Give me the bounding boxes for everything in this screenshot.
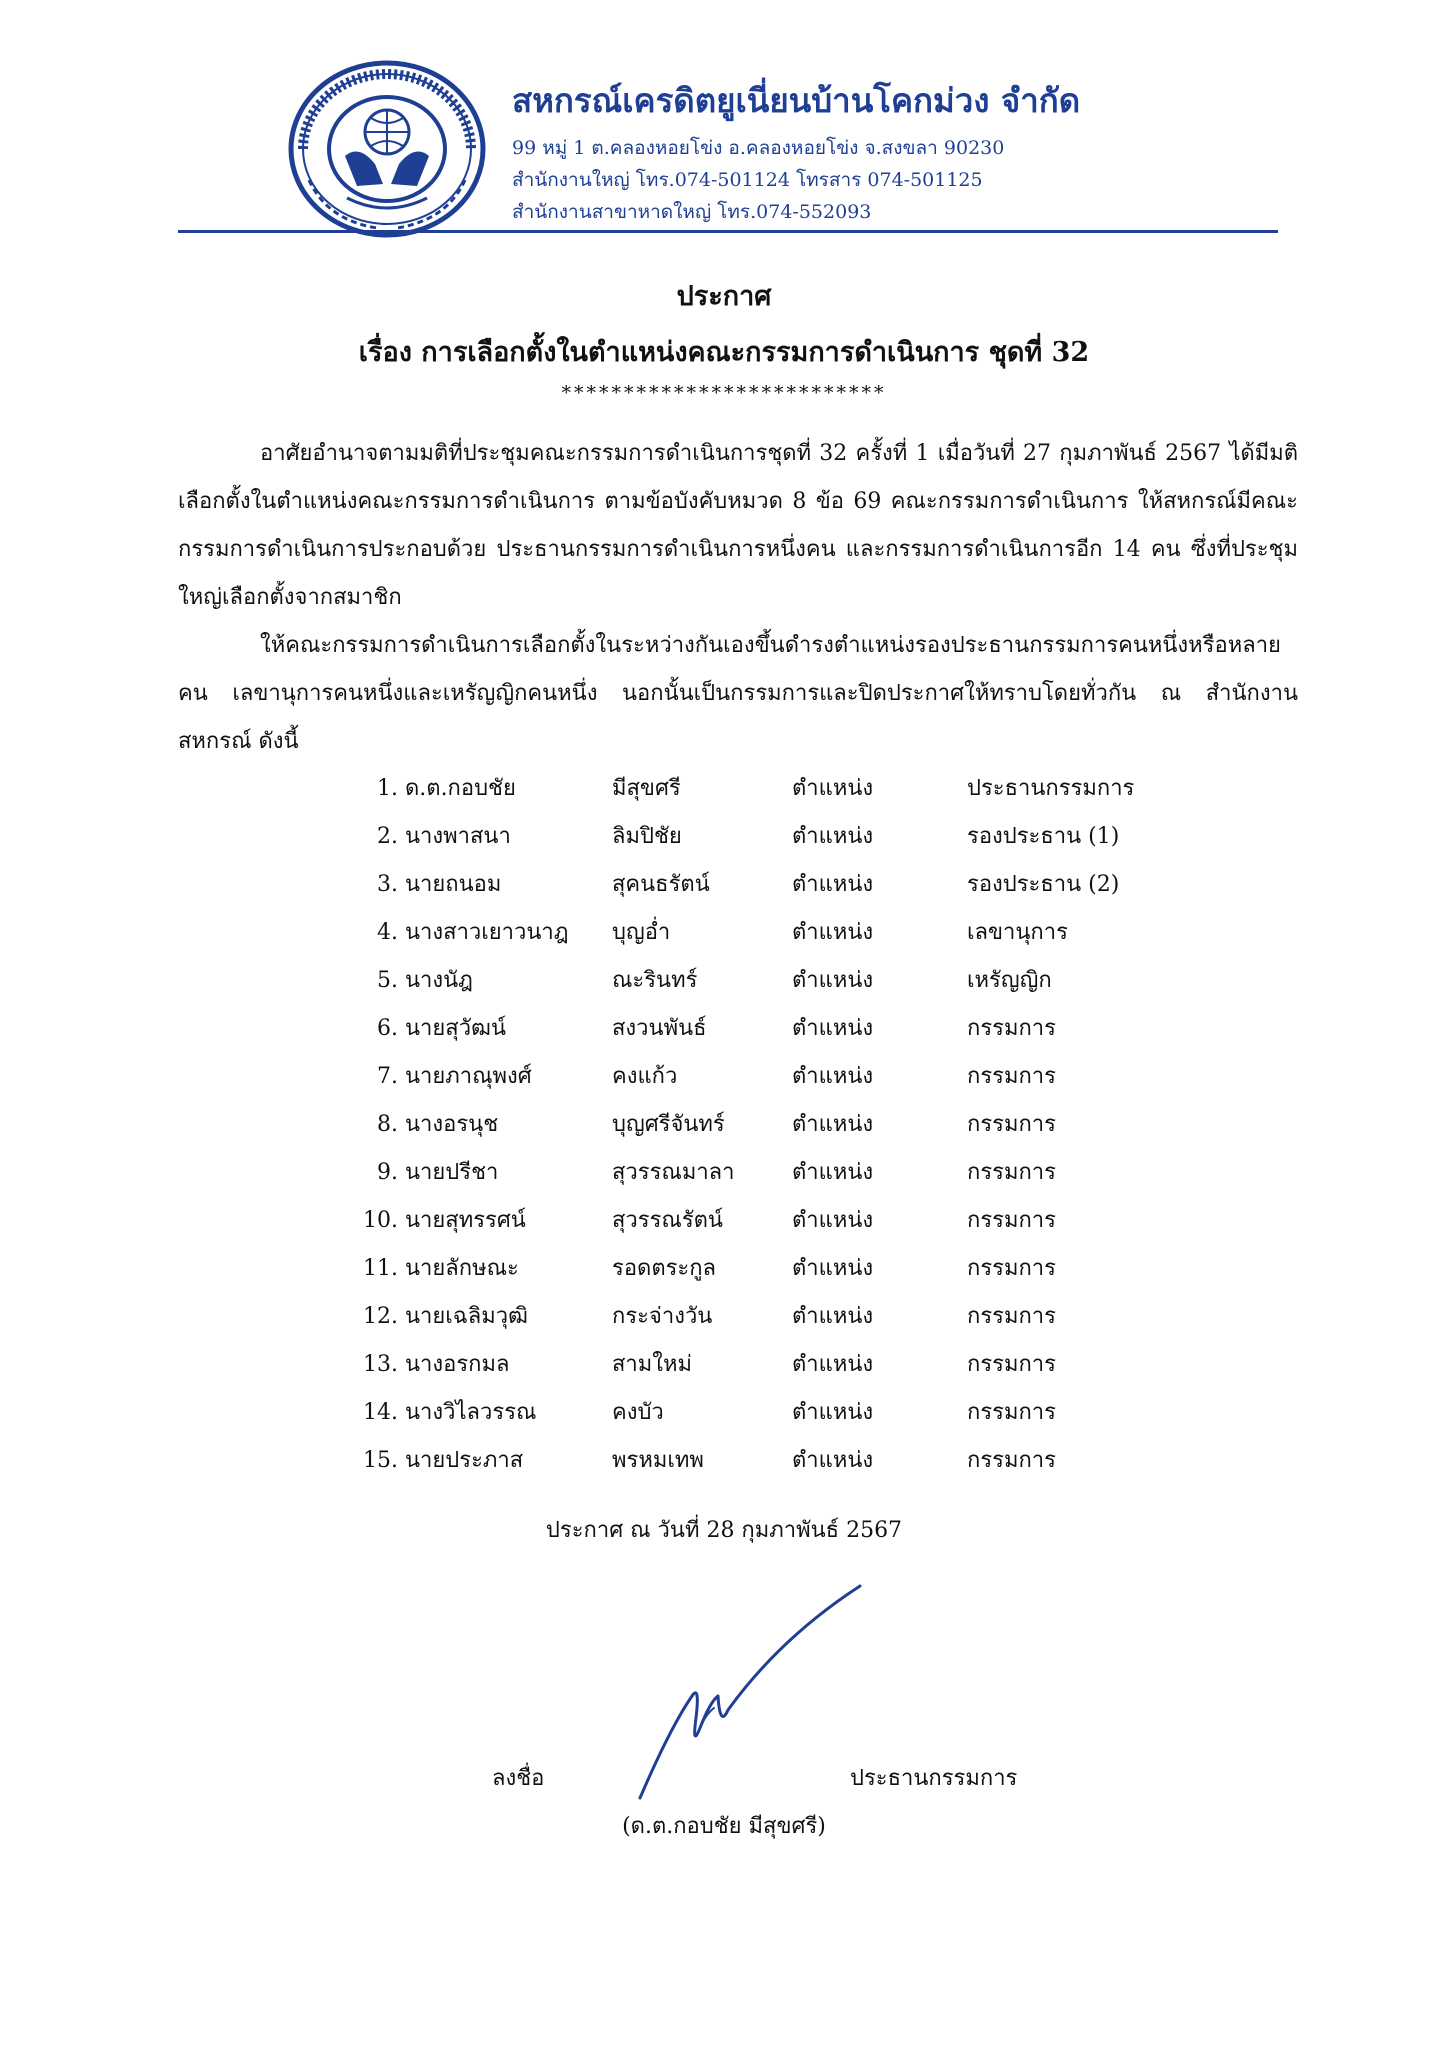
member-last-name: มีสุขศรี bbox=[612, 776, 681, 801]
organization-name: สหกรณ์เครดิตยูเนี่ยนบ้านโคกม่วง จำกัด bbox=[512, 81, 1081, 120]
body-paragraph-1: อาศัยอำนาจตามมติที่ประชุมคณะกรรมการดำเนินการชุดที่ 32 ครั้งที่ 1 เมื่อวันที่ 27 กุมภาพันธ์ 2567 ได้มีมติเลือกตั้งในตำแหน่งคณะกรรมการดำเนินการ ตามข้อบังคับหมวด 8 ข้อ 69 คณะกรรมการดำเนินการ ให้สหกรณ์มีคณะกรรมการดำเนินการประกอบด้วย ประธานกรรมการดำเนินการหนึ่งคน และกรรมการดำเนินการอีก 14 คน ซึ่งที่ประชุมใหญ่เลือกตั้งจากสมาชิก bbox=[178, 441, 1298, 610]
member-role: กรรมการ bbox=[967, 1400, 1056, 1425]
member-number: 9. bbox=[377, 1160, 398, 1185]
member-number: 13. bbox=[363, 1352, 398, 1377]
member-last-name: บุญศรีจันทร์ bbox=[612, 1112, 725, 1137]
member-number: 5. bbox=[377, 968, 398, 993]
handwritten-signature bbox=[630, 1578, 870, 1808]
position-label: ตำแหน่ง bbox=[792, 1448, 874, 1473]
member-role: กรรมการ bbox=[967, 1256, 1056, 1281]
member-first-name: นางวิไลวรรณ bbox=[405, 1400, 537, 1425]
member-first-name: ด.ต.กอบชัย bbox=[405, 776, 516, 801]
member-last-name: พรหมเทพ bbox=[612, 1448, 704, 1473]
position-label: ตำแหน่ง bbox=[792, 1352, 874, 1377]
member-number: 3. bbox=[377, 872, 398, 897]
position-label: ตำแหน่ง bbox=[792, 1400, 874, 1425]
header-divider bbox=[178, 230, 1278, 233]
member-role: กรรมการ bbox=[967, 1352, 1056, 1377]
member-last-name: สุวรรณมาลา bbox=[612, 1160, 735, 1185]
member-number: 1. bbox=[377, 776, 398, 801]
position-label: ตำแหน่ง bbox=[792, 968, 874, 993]
member-number: 12. bbox=[363, 1304, 398, 1329]
separator: ************************** bbox=[561, 382, 887, 404]
member-role: ประธานกรรมการ bbox=[967, 776, 1135, 801]
member-role: เลขานุการ bbox=[967, 920, 1068, 945]
announcement-title: ประกาศ bbox=[676, 281, 772, 312]
member-first-name: นายประภาส bbox=[405, 1448, 524, 1473]
body-paragraph-2: ให้คณะกรรมการดำเนินการเลือกตั้งในระหว่างกันเองขึ้นดำรงตำแหน่งรองประธานกรรมการคนหนึ่งหรือหลายคน เลขานุการคนหนึ่งและเหรัญญิกคนหนึ่ง นอกนั้นเป็นกรรมการและปิดประกาศให้ทราบโดยทั่วกัน ณ สำนักงานสหกรณ์ ดังนี้ bbox=[178, 633, 1298, 754]
member-role: รองประธาน (1) bbox=[967, 824, 1120, 849]
member-first-name: นายสุวัฒน์ bbox=[405, 1016, 506, 1041]
organization-address: 99 หมู่ 1 ต.คลองหอยโข่ง อ.คลองหอยโข่ง จ.สงขลา 90230 bbox=[512, 137, 1005, 159]
member-first-name: นายภาณุพงศ์ bbox=[405, 1064, 532, 1089]
member-number: 7. bbox=[377, 1064, 398, 1089]
position-label: ตำแหน่ง bbox=[792, 1112, 874, 1137]
member-last-name: สงวนพันธ์ bbox=[612, 1016, 707, 1041]
member-role: รองประธาน (2) bbox=[967, 872, 1120, 897]
member-last-name: ลิมปิชัย bbox=[612, 824, 682, 849]
signer-title: ประธานกรรมการ bbox=[850, 1766, 1018, 1791]
position-label: ตำแหน่ง bbox=[792, 1208, 874, 1233]
member-last-name: สามใหม่ bbox=[612, 1352, 693, 1377]
member-role: กรรมการ bbox=[967, 1448, 1056, 1473]
position-label: ตำแหน่ง bbox=[792, 776, 874, 801]
position-label: ตำแหน่ง bbox=[792, 1064, 874, 1089]
member-first-name: นายสุทรรศน์ bbox=[405, 1208, 526, 1233]
member-last-name: ณะรินทร์ bbox=[612, 968, 698, 993]
member-number: 6. bbox=[377, 1016, 398, 1041]
position-label: ตำแหน่ง bbox=[792, 1160, 874, 1185]
member-number: 4. bbox=[377, 920, 398, 945]
member-first-name: นายปรีชา bbox=[405, 1160, 499, 1185]
member-first-name: นางอรกมล bbox=[405, 1352, 510, 1377]
member-role: กรรมการ bbox=[967, 1016, 1056, 1041]
member-last-name: กระจ่างวัน bbox=[612, 1304, 713, 1329]
position-label: ตำแหน่ง bbox=[792, 1016, 874, 1041]
sign-label: ลงชื่อ bbox=[492, 1766, 545, 1791]
cooperative-seal-logo bbox=[287, 60, 487, 238]
announcement-subject: เรื่อง การเลือกตั้งในตำแหน่งคณะกรรมการดำเนินการ ชุดที่ 32 bbox=[358, 337, 1090, 368]
position-label: ตำแหน่ง bbox=[792, 824, 874, 849]
member-role: กรรมการ bbox=[967, 1112, 1056, 1137]
position-label: ตำแหน่ง bbox=[792, 1256, 874, 1281]
member-last-name: คงบัว bbox=[612, 1400, 664, 1425]
member-role: กรรมการ bbox=[967, 1208, 1056, 1233]
member-role: เหรัญญิก bbox=[967, 968, 1052, 993]
member-first-name: นางสาวเยาวนาฎ bbox=[405, 920, 569, 945]
member-role: กรรมการ bbox=[967, 1160, 1056, 1185]
member-number: 15. bbox=[363, 1448, 398, 1473]
announcement-date: ประกาศ ณ วันที่ 28 กุมภาพันธ์ 2567 bbox=[545, 1518, 903, 1543]
member-number: 14. bbox=[363, 1400, 398, 1425]
member-first-name: นายลักษณะ bbox=[405, 1256, 519, 1281]
member-first-name: นายเฉลิมวุฒิ bbox=[405, 1304, 528, 1329]
member-number: 2. bbox=[377, 824, 398, 849]
signer-name: (ด.ต.กอบชัย มีสุขศรี) bbox=[622, 1814, 826, 1839]
member-first-name: นางนัฎ bbox=[405, 968, 473, 993]
position-label: ตำแหน่ง bbox=[792, 872, 874, 897]
member-number: 10. bbox=[363, 1208, 398, 1233]
member-first-name: นายถนอม bbox=[405, 872, 502, 897]
member-number: 8. bbox=[377, 1112, 398, 1137]
branch-office-contact: สำนักงานสาขาหาดใหญ่ โทร.074-552093 bbox=[512, 201, 872, 223]
member-first-name: นางพาสนา bbox=[405, 824, 511, 849]
member-role: กรรมการ bbox=[967, 1064, 1056, 1089]
member-number: 11. bbox=[363, 1256, 398, 1281]
member-last-name: รอดตระกูล bbox=[612, 1256, 717, 1281]
member-last-name: คงแก้ว bbox=[612, 1064, 678, 1089]
member-last-name: สุคนธรัตน์ bbox=[612, 872, 710, 897]
member-role: กรรมการ bbox=[967, 1304, 1056, 1329]
member-last-name: สุวรรณรัตน์ bbox=[612, 1208, 723, 1233]
head-office-contact: สำนักงานใหญ่ โทร.074-501124 โทรสาร 074-501125 bbox=[512, 169, 983, 191]
member-last-name: บุญอ่ำ bbox=[612, 920, 671, 945]
position-label: ตำแหน่ง bbox=[792, 920, 874, 945]
member-first-name: นางอรนุช bbox=[405, 1112, 499, 1137]
position-label: ตำแหน่ง bbox=[792, 1304, 874, 1329]
